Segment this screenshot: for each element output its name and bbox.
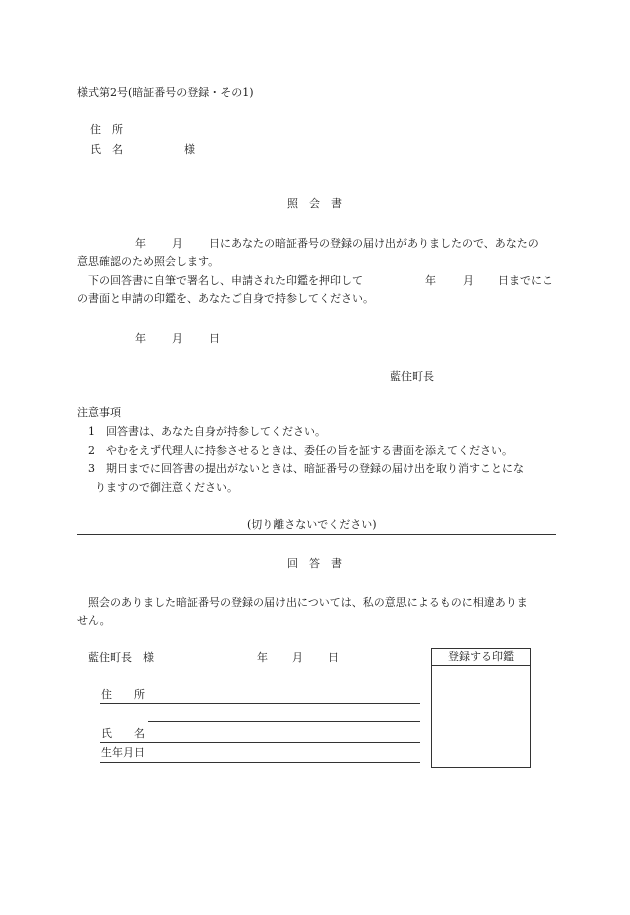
inquiry-line3-year: 年 (425, 274, 436, 287)
reply-date-month: 月 (292, 651, 303, 664)
seal-label: 登録する印鑑 (432, 649, 530, 666)
seal-box (431, 648, 531, 768)
reply-birthdate-label: 生年月日 (101, 746, 145, 759)
note-item: 2 やむをえず代理人に持参させるときは、委任の旨を証する書面を添えてください。 (88, 444, 513, 457)
inquiry-title: 照 会 書 (287, 197, 342, 210)
reply-title: 回 答 書 (287, 557, 342, 570)
reply-date-day: 日 (328, 651, 339, 664)
reply-body-line1: 照会のありました暗証番号の登録の届け出については、私の意思によるものに相違ありま (88, 596, 528, 609)
issue-date-day: 日 (209, 332, 220, 345)
inquiry-line3-deadline: 日までにこ (498, 274, 553, 287)
reply-name-label: 氏 名 (101, 727, 145, 740)
issuer-mayor: 藍住町長 (390, 370, 434, 383)
note-item-continuation: りますので御注意ください。 (95, 481, 238, 494)
reply-address-label: 住 所 (101, 688, 145, 701)
inquiry-line4: の書面と申請の印鑑を、あなたご自身で持参してください。 (77, 292, 374, 305)
issue-date-month: 月 (172, 332, 183, 345)
address-underline (100, 703, 420, 704)
cut-line (77, 534, 556, 535)
inquiry-line1-year: 年 (135, 237, 146, 250)
honorific-sama: 様 (184, 143, 195, 156)
name-underline (100, 742, 420, 743)
inquiry-line2: 意思確認のため照会します。 (77, 255, 220, 268)
form-number-label: 様式第2号(暗証番号の登録・その1) (77, 86, 254, 99)
address-label: 住 所 (90, 123, 123, 136)
reply-body-line2: せん。 (77, 614, 111, 627)
inquiry-line3-month: 月 (463, 274, 474, 287)
notes-heading: 注意事項 (77, 406, 121, 419)
name-label: 氏 名 (90, 143, 123, 156)
birthdate-underline (100, 762, 420, 763)
reply-addressee: 藍住町長 様 (88, 651, 154, 664)
issue-date-year: 年 (135, 332, 146, 345)
note-item: 3 期日までに回答書の提出がないときは、暗証番号の登録の届け出を取り消すことにな (88, 462, 524, 475)
inquiry-line1-month: 月 (172, 237, 183, 250)
note-item: 1 回答書は、あなた自身が持参してください。 (88, 425, 326, 438)
inquiry-line1-text: 日にあなたの暗証番号の登録の届け出がありましたので、あなたの (209, 237, 539, 250)
inquiry-line3-text: 下の回答書に自筆で署名し、申請された印鑑を押印して (88, 274, 363, 287)
cut-notice: (切り離さないでください) (247, 518, 377, 531)
address-underline-second (148, 721, 420, 722)
reply-date-year: 年 (257, 651, 268, 664)
